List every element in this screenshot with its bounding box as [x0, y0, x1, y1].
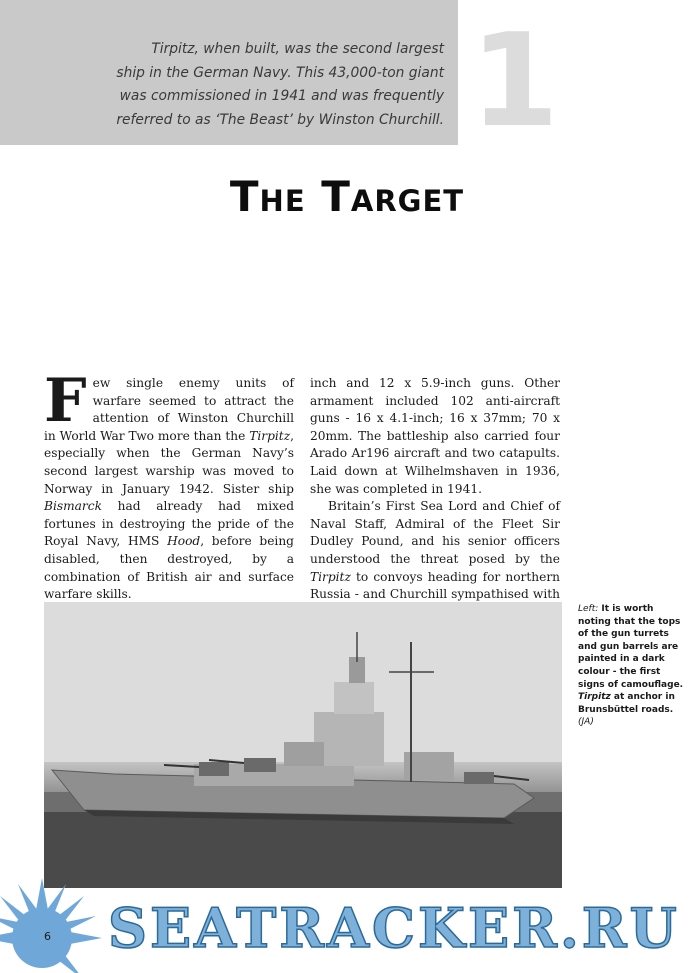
text-run: , before being disabled, then destroyed, by a combination of British air and surface warfare skills.: [44, 534, 294, 602]
text-run: , especially when the German Navy’s second largest warship was moved to Norway in January 1942. Sister ship: [44, 428, 294, 496]
ship-name: Tirpitz: [249, 428, 291, 443]
battleship-illustration: [44, 602, 562, 888]
photo-caption: [578, 603, 688, 729]
chapter-number: 1: [470, 7, 560, 156]
text-run: to convoys heading for northern Russia - and Churchill sympathised with: [310, 569, 560, 602]
chapter-intro-caption: [114, 38, 444, 132]
caption-text-2: at anchor in Brunsbüttel roads.: [578, 692, 675, 715]
header-band: [0, 0, 458, 145]
tirpitz-photo: [44, 602, 562, 888]
intro-line-4: referred to as ‘The Beast’ by Winston Churchill.: [116, 111, 444, 128]
sun-burst-icon: [0, 876, 112, 973]
intro-line-1: Tirpitz, when built, was the second largest: [151, 41, 444, 57]
photo-credit: (JA): [578, 717, 594, 728]
text-run: had already had mixed fortunes in destroying the pride of the Royal Navy, HMS: [44, 499, 294, 549]
watermark-logo: SEATRACKER.RU: [108, 896, 680, 960]
ship-name: Bismarck: [44, 499, 102, 514]
text-run: ew single enemy units of warfare seemed to attract the attention of Winston Churchill in World War Two more than the: [44, 376, 294, 443]
paragraph-2-continued: inch and 12 x 5.9-inch guns. Other armament included 102 anti-aircraft guns - 16 x 4.1-inch; 16 x 37mm; 70 x 20mm. The battleship also carried four Arado Ar196 aircraft and two catapults. Laid down at Wilhelmshaven in 1936, she was completed in 1941.: [310, 376, 560, 496]
drop-cap: F: [44, 366, 87, 436]
page-number: 6: [44, 930, 51, 943]
text-run: Britain’s First Sea Lord and Chief of Naval Staff, Admiral of the Fleet Sir Dudley Pound, and his senior officers understood the threat posed by the: [310, 499, 560, 566]
intro-line-3: was commissioned in 1941 and was frequently: [119, 88, 444, 104]
ship-name: Hood: [167, 534, 201, 549]
caption-text: It is worth noting that the tops of the gun turrets and gun barrels are painted in a dark colour - the first signs of camouflage.: [578, 604, 684, 690]
chapter-title: The Target: [229, 172, 465, 221]
intro-line-2: ship in the German Navy. This 43,000-ton giant: [116, 64, 444, 81]
caption-ship-name: Tirpitz: [578, 692, 611, 703]
caption-lead: Left:: [578, 604, 599, 614]
ship-name: Tirpitz: [310, 569, 351, 584]
paragraph-1: [44, 366, 294, 604]
